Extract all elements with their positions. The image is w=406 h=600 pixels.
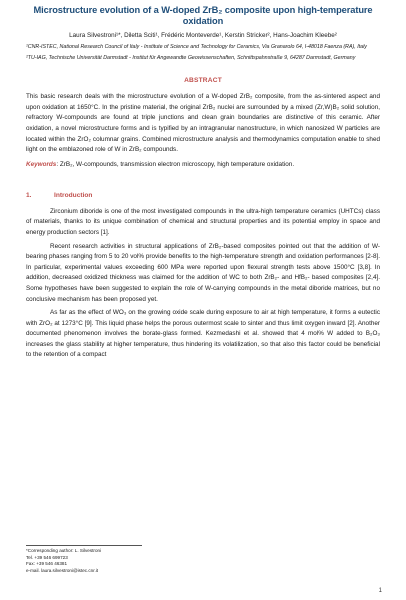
footnote-tel: Tel. +39 546 699723 xyxy=(26,554,68,560)
section-heading-introduction xyxy=(26,192,380,199)
body-paragraph-1: Zirconium diboride is one of the most investigated compounds in the ultra-high temperature ceramics (UHTCs) class of materials, thanks to its unique combination of chemical and structural properties and its potential employ in space and energy production sectors [1]. xyxy=(26,207,380,236)
page-number: 1 xyxy=(378,588,382,594)
footnote-email: e-mail. laura.silvestroni@istec.cnr.it xyxy=(26,567,99,573)
section-title: Introduction xyxy=(54,191,93,199)
footnote-corresponding: *Corresponding author: L. Silvestroni xyxy=(26,548,102,553)
paper-title: Microstructure evolution of a W-doped ZrB₂ composite upon high-temperature oxidation xyxy=(33,5,373,26)
footnote-fax: Fax: +39 546 46381 xyxy=(26,561,67,567)
footnote-divider xyxy=(26,545,142,546)
section-number: 1. xyxy=(26,191,32,199)
abstract-text: This basic research deals with the microstructure evolution of a W-doped ZrB₂ composite, from the as-sintered aspect and upon oxidation at 1650°C. In the pristine material, the original ZrB₂ nuclei are surrounded by a mixed (Zr,W)B₂ solid solution, refractory W-compounds are found at triple junctions and clean grain boundaries are distinctive of this ceramic. After oxidation, a novel microstructure forms and is typified by an intragranular nanostructure, in which nanosized W particles are located within the ZrO₂ columnar grains. Combined microstructure analysis and thermodynamics computation enable to shed light on the emblazoned role of W in ZrB₂ compounds. xyxy=(26,93,380,154)
keywords-text: : ZrB₂, W-compounds, transmission electron microscopy, high temperature oxidation. xyxy=(56,160,295,168)
body-text xyxy=(26,207,380,361)
abstract-heading: ABSTRACT xyxy=(184,77,222,85)
affiliation-1: ¹CNR-ISTEC, National Research Council of Italy - Institute of Science and Technology for Ceramics, Via Granarolo 64, I-48018 Faenza (RA), Italy xyxy=(26,44,367,50)
affiliation-2: ²TU-IAG, Technische Universität Darmstadt - Institut für Angewandte Geowissenschaften, Schnittspahnstraße 9, 64287 Darmstadt, Germany xyxy=(26,54,356,61)
keywords-label: Keywords xyxy=(26,160,57,168)
footnote xyxy=(26,548,101,574)
affiliations xyxy=(26,44,380,62)
keywords-line xyxy=(26,160,380,170)
body-paragraph-3: As far as the effect of WO₃ on the growing oxide scale during exposure to air at high temperature, it forms a eutectic with ZrO₂ at 1273°C [9]. This liquid phase helps the porous outermost scale to sinter and thus limit oxygen inward [2]. Another documented phenomenon involves the borate-glass formed. Kezmedashi et al. showed that 4 mol% W added to B₂O₃ increases the glass stability at higher temperature, thus hindering its volatilization, so that also this factor could be beneficial to the retention of a compact xyxy=(26,309,380,359)
author-list: Laura Silvestroni¹*, Diletta Sciti¹, Frédéric Monteverde¹, Kerstin Stricker², Hans-Joachim Kleebe² xyxy=(69,32,337,39)
body-paragraph-2: Recent research activities in structural applications of ZrB₂-based composites pointed out that the addition of W-bearing phases ranging from 5 to 20 vol% provide benefits to the high-temperature strength and oxidation performances [2-8]. In particular, experimental values exceeding 600 MPa were reported upon flexural strength tests above 1500°C [3,8]. In addition, decreased oxidized thickness was claimed for the addition of WC to both ZrB₂- and HfB₂- based composites [2,4]. Some hypotheses have been suggested to explain the role of W-carrying compounds in the metal diboride matrices, but no conclusive mechanism has been proposed yet. xyxy=(26,242,380,303)
